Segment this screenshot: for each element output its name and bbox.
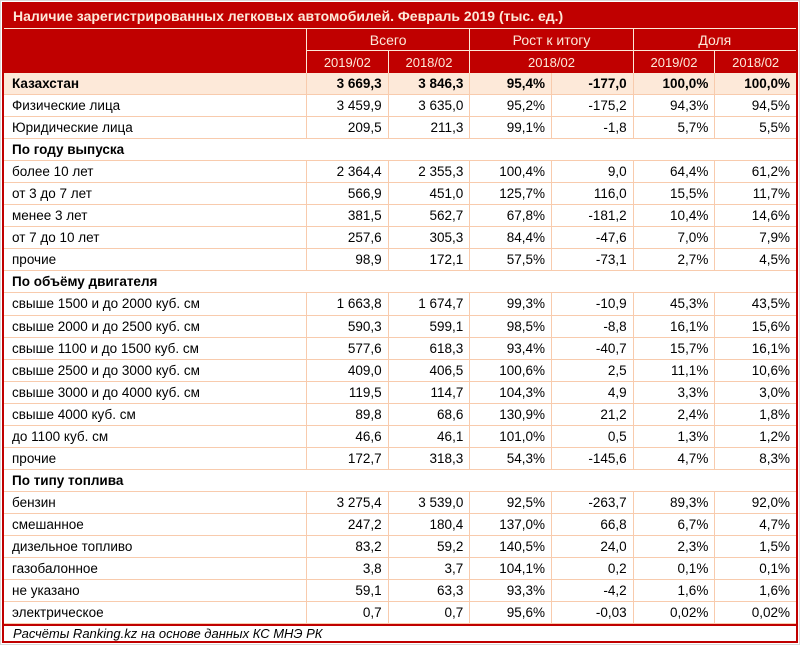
value-cell: 100,4% <box>469 161 551 182</box>
value-cell: 4,7% <box>714 514 796 535</box>
value-cell: 89,8 <box>306 404 388 425</box>
value-cell: 137,0% <box>469 514 551 535</box>
row-label: Казахстан <box>12 76 80 92</box>
table-row <box>4 161 796 183</box>
value-cell: 14,6% <box>714 205 796 226</box>
value-cell: 3 635,0 <box>388 95 470 116</box>
section-row <box>4 271 796 293</box>
value-cell: 209,5 <box>306 117 388 138</box>
column-header-share-2019: 2019/02 <box>633 51 715 73</box>
value-cell: 211,3 <box>388 117 470 138</box>
row-label: до 1100 куб. см <box>12 428 109 444</box>
value-cell: 104,1% <box>469 558 551 579</box>
section-label: По объёму двигателя <box>12 274 158 290</box>
section-row <box>4 139 796 161</box>
value-cell: 66,8 <box>551 514 633 535</box>
table-row <box>4 514 796 536</box>
value-cell: 101,0% <box>469 426 551 447</box>
value-cell: 577,6 <box>306 338 388 359</box>
table-row <box>4 183 796 205</box>
value-cell: 59,1 <box>306 580 388 601</box>
value-cell: -47,6 <box>551 227 633 248</box>
row-label: смешанное <box>12 516 84 532</box>
value-cell: 6,7% <box>633 514 715 535</box>
column-group-total: Всего <box>306 29 469 51</box>
value-cell: -145,6 <box>551 448 633 469</box>
value-cell: 305,3 <box>388 227 470 248</box>
value-cell: 562,7 <box>388 205 470 226</box>
row-label: прочие <box>12 450 57 466</box>
value-cell: 0,1% <box>633 558 715 579</box>
value-cell: 0,7 <box>388 602 470 623</box>
value-cell: 1,5% <box>714 536 796 557</box>
value-cell: 46,6 <box>306 426 388 447</box>
column-header-growth-2018: 2018/02 <box>469 51 632 73</box>
value-cell: 15,7% <box>633 338 715 359</box>
row-label: прочие <box>12 252 57 268</box>
header-spacer <box>4 51 306 73</box>
value-cell: 16,1% <box>633 316 715 337</box>
table-row <box>4 492 796 514</box>
value-cell: 92,5% <box>469 492 551 513</box>
value-cell: 3,3% <box>633 382 715 403</box>
section-label: По году выпуска <box>12 142 125 158</box>
value-cell: 68,6 <box>388 404 470 425</box>
value-cell: 3,0% <box>714 382 796 403</box>
table-row <box>4 536 796 558</box>
column-subheader-row <box>4 51 796 73</box>
column-header-total-2019: 2019/02 <box>306 51 388 73</box>
value-cell: 381,5 <box>306 205 388 226</box>
value-cell: 125,7% <box>469 183 551 204</box>
value-cell: 94,5% <box>714 95 796 116</box>
total-row <box>4 73 796 95</box>
value-cell: 84,4% <box>469 227 551 248</box>
value-cell: 93,3% <box>469 580 551 601</box>
value-cell: 46,1 <box>388 426 470 447</box>
value-cell: -0,03 <box>551 602 633 623</box>
row-label: от 3 до 7 лет <box>12 186 92 202</box>
value-cell: 3,8 <box>306 558 388 579</box>
value-cell: 0,5 <box>551 426 633 447</box>
row-label: газобалонное <box>12 561 98 577</box>
table-row <box>4 249 796 271</box>
row-label: свыше 1100 и до 1500 куб. см <box>12 340 199 356</box>
row-label: электрическое <box>12 605 104 621</box>
value-cell: 1,2% <box>714 426 796 447</box>
value-cell: 3,7 <box>388 558 470 579</box>
value-cell: 119,5 <box>306 382 388 403</box>
value-cell: 95,2% <box>469 95 551 116</box>
value-cell: -73,1 <box>551 249 633 270</box>
value-cell: 599,1 <box>388 316 470 337</box>
value-cell: 3 669,3 <box>306 73 388 94</box>
value-cell: 1,8% <box>714 404 796 425</box>
value-cell: 618,3 <box>388 338 470 359</box>
value-cell: 3 846,3 <box>388 73 470 94</box>
value-cell: 10,6% <box>714 360 796 381</box>
value-cell: 2,4% <box>633 404 715 425</box>
value-cell: 1,3% <box>633 426 715 447</box>
value-cell: 172,1 <box>388 249 470 270</box>
value-cell: 2 364,4 <box>306 161 388 182</box>
value-cell: 16,1% <box>714 338 796 359</box>
row-label: свыше 4000 куб. см <box>12 406 136 422</box>
column-group-share: Доля <box>633 29 796 51</box>
value-cell: -181,2 <box>551 205 633 226</box>
table-row <box>4 205 796 227</box>
value-cell: 2,5 <box>551 360 633 381</box>
value-cell: 83,2 <box>306 536 388 557</box>
value-cell: 21,2 <box>551 404 633 425</box>
value-cell: 63,3 <box>388 580 470 601</box>
value-cell: 54,3% <box>469 448 551 469</box>
row-label: не указано <box>12 583 80 599</box>
value-cell: -40,7 <box>551 338 633 359</box>
value-cell: 409,0 <box>306 360 388 381</box>
table-row <box>4 404 796 426</box>
value-cell: 104,3% <box>469 382 551 403</box>
row-label: свыше 3000 и до 4000 куб. см <box>12 384 200 400</box>
value-cell: 318,3 <box>388 448 470 469</box>
table-row <box>4 360 796 382</box>
value-cell: 590,3 <box>306 316 388 337</box>
value-cell: 15,6% <box>714 316 796 337</box>
value-cell: 1,6% <box>633 580 715 601</box>
value-cell: 0,7 <box>306 602 388 623</box>
row-label: бензин <box>12 494 56 510</box>
value-cell: 7,0% <box>633 227 715 248</box>
row-label: Физические лица <box>12 98 121 114</box>
value-cell: 406,5 <box>388 360 470 381</box>
table-header <box>4 29 796 73</box>
value-cell: 95,6% <box>469 602 551 623</box>
value-cell: 100,6% <box>469 360 551 381</box>
row-label: более 10 лет <box>12 164 94 180</box>
table-row <box>4 227 796 249</box>
value-cell: 10,4% <box>633 205 715 226</box>
value-cell: 180,4 <box>388 514 470 535</box>
value-cell: 92,0% <box>714 492 796 513</box>
value-cell: 4,9 <box>551 382 633 403</box>
table-row <box>4 338 796 360</box>
table-row <box>4 382 796 404</box>
value-cell: 0,02% <box>633 602 715 623</box>
table-row <box>4 448 796 470</box>
value-cell: 67,8% <box>469 205 551 226</box>
row-label: свыше 2000 и до 2500 куб. см <box>12 318 200 334</box>
section-row <box>4 470 796 492</box>
value-cell: 4,7% <box>633 448 715 469</box>
table-row <box>4 426 796 448</box>
value-cell: 1 674,7 <box>388 293 470 314</box>
row-label: от 7 до 10 лет <box>12 230 100 246</box>
value-cell: 3 459,9 <box>306 95 388 116</box>
value-cell: 43,5% <box>714 293 796 314</box>
value-cell: 93,4% <box>469 338 551 359</box>
value-cell: 100,0% <box>633 73 715 94</box>
table-row <box>4 316 796 338</box>
value-cell: 9,0 <box>551 161 633 182</box>
table-row <box>4 602 796 624</box>
value-cell: 5,5% <box>714 117 796 138</box>
value-cell: -4,2 <box>551 580 633 601</box>
value-cell: 3 539,0 <box>388 492 470 513</box>
value-cell: 566,9 <box>306 183 388 204</box>
value-cell: 116,0 <box>551 183 633 204</box>
value-cell: 2,3% <box>633 536 715 557</box>
value-cell: 64,4% <box>633 161 715 182</box>
table-row <box>4 293 796 315</box>
value-cell: 257,6 <box>306 227 388 248</box>
source-note: Расчёты Ranking.kz на основе данных КС МНЭ РК <box>4 624 796 641</box>
value-cell: 0,2 <box>551 558 633 579</box>
value-cell: 247,2 <box>306 514 388 535</box>
value-cell: 94,3% <box>633 95 715 116</box>
table-row <box>4 558 796 580</box>
value-cell: -1,8 <box>551 117 633 138</box>
header-spacer <box>4 29 306 51</box>
value-cell: 99,1% <box>469 117 551 138</box>
value-cell: 5,7% <box>633 117 715 138</box>
value-cell: -175,2 <box>551 95 633 116</box>
value-cell: 1,6% <box>714 580 796 601</box>
value-cell: -10,9 <box>551 293 633 314</box>
value-cell: 8,3% <box>714 448 796 469</box>
value-cell: 172,7 <box>306 448 388 469</box>
value-cell: 7,9% <box>714 227 796 248</box>
value-cell: -8,8 <box>551 316 633 337</box>
row-label: менее 3 лет <box>12 208 88 224</box>
table-row <box>4 580 796 602</box>
table-row <box>4 95 796 117</box>
column-header-share-2018: 2018/02 <box>714 51 796 73</box>
value-cell: 3 275,4 <box>306 492 388 513</box>
value-cell: 0,1% <box>714 558 796 579</box>
value-cell: 89,3% <box>633 492 715 513</box>
row-label: дизельное топливо <box>12 539 133 554</box>
value-cell: 2 355,3 <box>388 161 470 182</box>
value-cell: 45,3% <box>633 293 715 314</box>
value-cell: 98,5% <box>469 316 551 337</box>
column-header-total-2018: 2018/02 <box>388 51 470 73</box>
value-cell: 11,7% <box>714 183 796 204</box>
value-cell: 99,3% <box>469 293 551 314</box>
value-cell: 4,5% <box>714 249 796 270</box>
value-cell: -177,0 <box>551 73 633 94</box>
row-label: свыше 1500 и до 2000 куб. см <box>12 296 200 312</box>
value-cell: 100,0% <box>714 73 796 94</box>
value-cell: 57,5% <box>469 249 551 270</box>
value-cell: 140,5% <box>469 536 551 557</box>
value-cell: 1 663,8 <box>306 293 388 314</box>
row-label: Юридические лица <box>12 120 133 136</box>
value-cell: 0,02% <box>714 602 796 623</box>
value-cell: -263,7 <box>551 492 633 513</box>
value-cell: 451,0 <box>388 183 470 204</box>
section-label: По типу топлива <box>12 472 124 488</box>
value-cell: 130,9% <box>469 404 551 425</box>
value-cell: 61,2% <box>714 161 796 182</box>
value-cell: 95,4% <box>469 73 551 94</box>
table-body <box>4 73 796 624</box>
value-cell: 24,0 <box>551 536 633 557</box>
value-cell: 98,9 <box>306 249 388 270</box>
table-title: Наличие зарегистрированных легковых автомобилей. Февраль 2019 (тыс. ед.) <box>4 4 796 29</box>
value-cell: 59,2 <box>388 536 470 557</box>
value-cell: 11,1% <box>633 360 715 381</box>
report-table <box>2 2 798 643</box>
column-group-row <box>4 29 796 51</box>
column-group-growth: Рост к итогу <box>469 29 632 51</box>
value-cell: 114,7 <box>388 382 470 403</box>
value-cell: 2,7% <box>633 249 715 270</box>
value-cell: 15,5% <box>633 183 715 204</box>
row-label: свыше 2500 и до 3000 куб. см <box>12 362 200 378</box>
table-row <box>4 117 796 139</box>
